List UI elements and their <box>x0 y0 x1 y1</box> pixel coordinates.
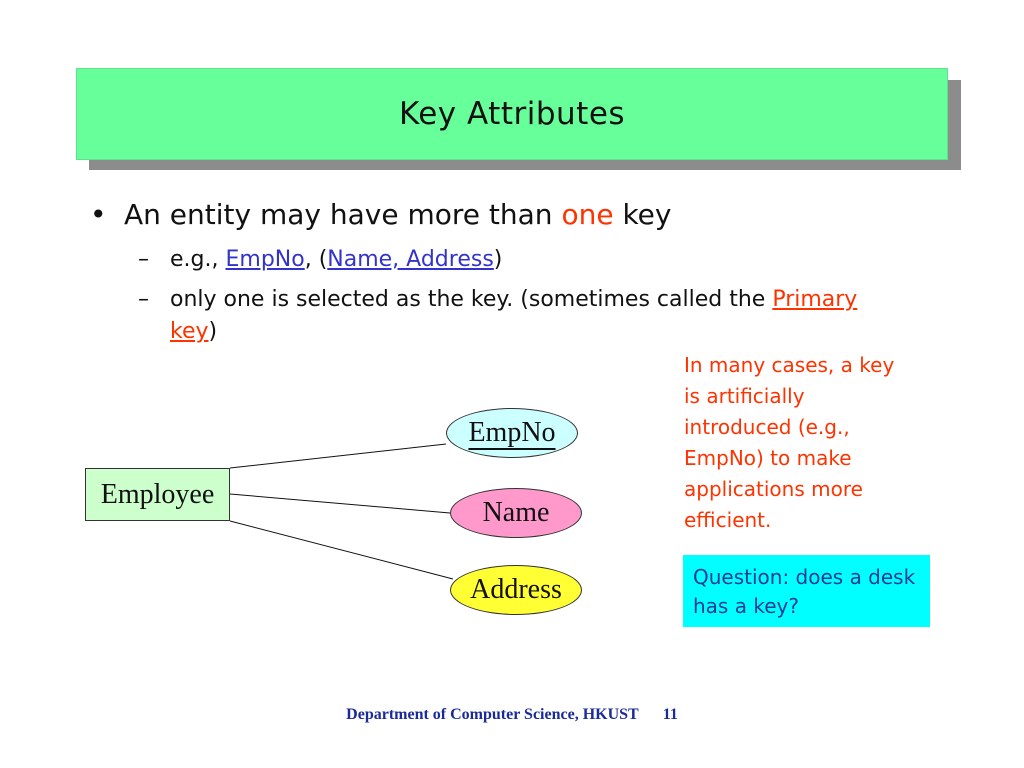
primary-key-link: Primary key <box>170 287 858 344</box>
primary-suffix: ) <box>208 319 218 344</box>
example-suffix: ) <box>493 247 503 272</box>
sub-marker: – <box>138 247 149 272</box>
footer <box>0 706 1024 724</box>
footer-text: Department of Computer Science, HKUST <box>346 706 639 723</box>
key-empno-link: EmpNo <box>225 247 305 272</box>
attribute-empno-label: EmpNo <box>468 417 556 448</box>
sub-marker: – <box>138 287 149 312</box>
line-to-address <box>230 521 453 579</box>
example-separator: , ( <box>304 247 328 272</box>
bullet-highlight: one <box>561 198 614 231</box>
attribute-empno <box>446 408 578 458</box>
attribute-name-label: Name <box>482 497 550 528</box>
entity-employee: Employee <box>85 468 230 521</box>
key-name-address-link: Name, Address <box>327 247 494 272</box>
bullet-text-before: An entity may have more than <box>124 198 562 231</box>
page-number: 11 <box>662 706 678 723</box>
bullet-marker: • <box>90 198 107 231</box>
attribute-address <box>450 565 582 615</box>
line-to-name <box>230 494 450 513</box>
bullet-text-after: key <box>613 198 672 231</box>
slide-title: Key Attributes <box>398 96 626 132</box>
question-box: Question: does a desk has a key? <box>683 555 930 627</box>
line-to-empno <box>230 444 446 468</box>
attribute-name <box>450 488 582 538</box>
primary-text: only one is selected as the key. (sometimes called the <box>170 287 773 312</box>
example-prefix: e.g., <box>170 247 226 272</box>
artificial-key-note: In many cases, a key is artificially introduced (e.g., EmpNo) to make applications more efficient. <box>684 353 895 532</box>
attribute-address-label: Address <box>470 574 562 605</box>
